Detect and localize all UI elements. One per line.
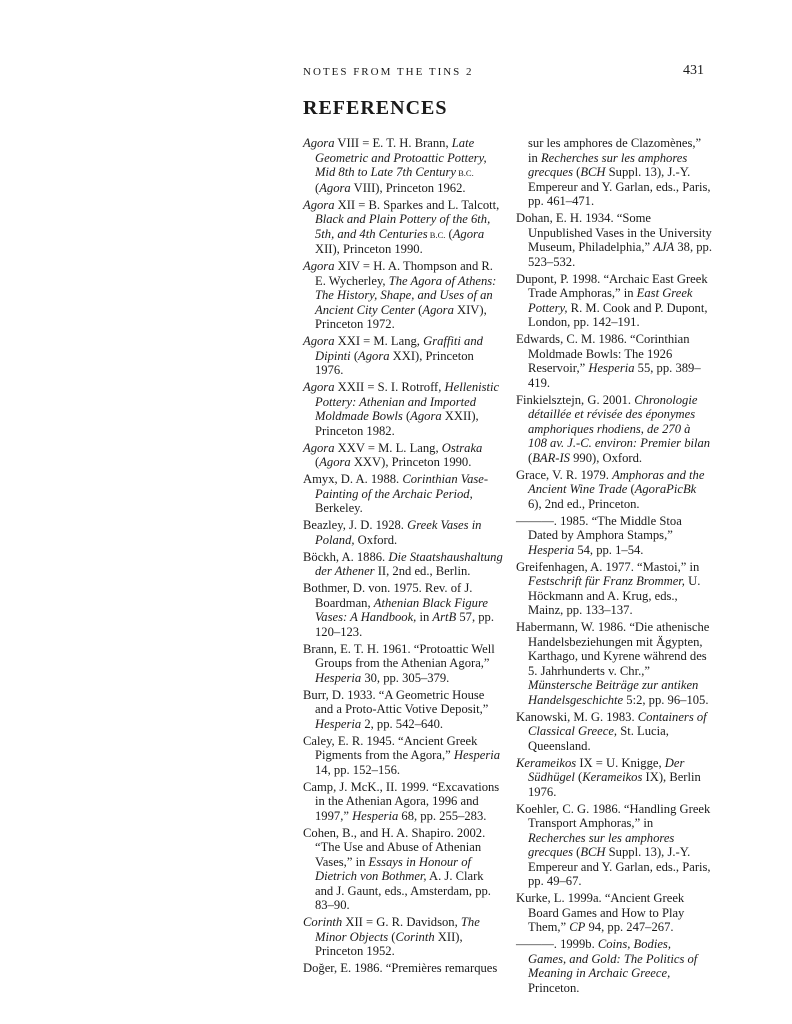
reference-text-segment: ( xyxy=(315,455,320,469)
reference-title-segment: Corinth xyxy=(303,915,343,929)
reference-text-segment: XXV = M. L. Lang, xyxy=(334,440,442,455)
reference-title-segment: Corinthian Vase-Painting of the Archaic Period, xyxy=(315,472,489,501)
reference-text-segment: Cohen, B., and H. A. Shapiro. 2002. “The Use and Abuse of Athenian Vases,” in xyxy=(303,825,486,869)
reference-text-segment: XXI = M. Lang, xyxy=(334,334,424,348)
reference-title-segment: BCH xyxy=(580,845,606,859)
reference-entry xyxy=(516,756,712,800)
reference-title-segment: Hesperia xyxy=(528,542,575,557)
reference-title-segment: Der Südhügel xyxy=(528,755,685,784)
reference-title-segment: Ostraka xyxy=(441,440,483,455)
reference-text-segment: Finkielsztejn, G. 2001. xyxy=(516,392,635,407)
reference-title-segment: Corinth xyxy=(395,929,435,944)
reference-text-segment: 30, pp. 305–379. xyxy=(361,670,450,685)
reference-entry xyxy=(303,334,503,378)
reference-title-segment: CP xyxy=(569,920,586,934)
reference-title-segment: Amphoras and the Ancient Wine Trade xyxy=(528,467,705,496)
reference-entry xyxy=(303,581,503,639)
reference-text-segment: ———. 1985. “The Middle Stoa Dated by Amphora Stamps,” xyxy=(516,513,682,542)
reference-title-segment: Agora xyxy=(319,180,351,195)
reference-title-segment: Hesperia xyxy=(315,670,362,685)
reference-title-segment: Münstersche Beiträge zur antiken Handelsgeschichte xyxy=(528,678,699,707)
reference-text-segment: 94, pp. 247–267. xyxy=(585,920,674,934)
reference-text-segment: XIV = H. A. Thompson and R. E. Wycherley, xyxy=(315,259,493,288)
reference-title-segment: Hesperia xyxy=(315,716,362,731)
reference-entry xyxy=(516,937,712,995)
reference-text-segment: Caley, E. R. 1945. “Ancient Greek Pigments from the Agora,” xyxy=(303,733,478,762)
reference-text-segment: Habermann, W. 1986. “Die athenische Handelsbeziehungen mit Ägypten, Karthago, und Kyrene während des 5. Jahrhunderts v. Chr.,” xyxy=(516,620,710,678)
reference-title-segment: Greek Vases in Poland, xyxy=(315,518,482,547)
reference-text-segment: Böckh, A. 1886. xyxy=(303,549,389,564)
reference-entry xyxy=(516,710,712,754)
reference-entry xyxy=(516,620,712,707)
reference-title-segment: Agora xyxy=(410,409,442,423)
reference-text-segment: VIII = E. T. H. Brann, xyxy=(334,136,452,150)
reference-title-segment: Agora xyxy=(303,440,335,455)
reference-text-segment: ( xyxy=(573,845,581,859)
reference-text-segment: sur les amphores de Clazomènes,” in xyxy=(528,136,702,165)
reference-entry xyxy=(303,826,503,913)
reference-title-segment: AJA xyxy=(653,240,675,254)
reference-entry xyxy=(516,211,712,269)
reference-text-segment: Princeton. xyxy=(528,980,580,995)
reference-text-segment: R. M. Cook and P. Dupont, London, pp. 142–191. xyxy=(528,300,708,329)
reference-title-segment: Hesperia xyxy=(453,748,501,762)
reference-title-segment: Coins, Bodies, Games, and Gold: The Politics of Meaning in Archaic Greece, xyxy=(528,937,698,980)
reference-entry xyxy=(303,518,503,547)
reference-title-segment: Hellenistic Pottery: Athenian and Imported Moldmade Bowls xyxy=(315,380,500,423)
reference-title-segment: East Greek Pottery, xyxy=(528,286,693,315)
reference-text-segment: II, 2nd ed., Berlin. xyxy=(374,564,471,578)
reference-text-segment: XXI), Princeton 1976. xyxy=(315,348,474,377)
reference-text-segment: Kanowski, M. G. 1983. xyxy=(516,709,638,724)
reference-title-segment: Agora xyxy=(303,334,335,348)
reference-text-segment: Grace, V. R. 1979. xyxy=(516,467,613,482)
reference-title-segment: Late Geometric and Protoattic Pottery, Mid 8th to Late 7th Century xyxy=(315,136,487,179)
reference-entry xyxy=(303,915,503,959)
reference-text-segment: 57, pp. 120–123. xyxy=(315,610,494,639)
reference-title-segment: ArtB xyxy=(432,610,457,624)
reference-title-segment: Agora xyxy=(303,197,335,212)
reference-text-segment: ( xyxy=(388,929,396,944)
reference-title-segment: Recherches sur les amphores grecques xyxy=(528,150,688,179)
reference-entry xyxy=(303,441,503,470)
reference-text-segment: Bothmer, D. von. 1975. Rev. of J. Boardman, xyxy=(303,581,473,610)
reference-entry xyxy=(303,780,503,824)
reference-text-segment: Doğer, E. 1986. “Premières remarques xyxy=(303,961,498,975)
reference-text-segment: B.C. xyxy=(455,168,474,178)
reference-text-segment: ( xyxy=(402,409,411,423)
reference-text-segment: IX), Berlin 1976. xyxy=(528,770,701,799)
reference-title-segment: Graffiti and Dipinti xyxy=(315,334,483,363)
reference-text-segment: Suppl. 13), J.-Y. Empereur and Y. Garlan, eds., Paris, pp. 461–471. xyxy=(528,165,711,208)
reference-entry xyxy=(303,688,503,732)
reference-entry xyxy=(516,802,712,889)
reference-title-segment: Hesperia xyxy=(352,808,399,823)
reference-entry xyxy=(516,514,712,558)
reference-text-segment: 38, pp. 523–532. xyxy=(528,240,712,269)
reference-title-segment: Agora xyxy=(358,348,390,363)
reference-text-segment: ( xyxy=(528,450,533,465)
reference-entry xyxy=(516,560,712,618)
reference-text-segment: A. J. Clark and J. Gaunt, eds., Amsterdam, pp. 83–90. xyxy=(315,869,491,912)
reference-text-segment: Brann, E. T. H. 1961. “Protoattic Well Groups from the Athenian Agora,” xyxy=(303,641,495,670)
reference-entry xyxy=(303,380,503,438)
reference-entry xyxy=(516,136,712,209)
reference-text-segment: ( xyxy=(445,226,453,241)
reference-text-segment: XXV), Princeton 1990. xyxy=(350,455,472,469)
reference-text-segment: U. Höckmann and A. Krug, eds., Mainz, pp. 133–137. xyxy=(528,574,701,617)
reference-title-segment: The Agora of Athens: The History, Shape, and Uses of an Ancient City Center xyxy=(315,273,497,317)
references-left-column xyxy=(303,136,503,978)
reference-text-segment: Edwards, C. M. 1986. “Corinthian Moldmade Bowls: The 1926 Reservoir,” xyxy=(516,332,690,375)
reference-text-segment: ( xyxy=(574,770,583,784)
reference-text-segment: Suppl. 13), J.-Y. Empereur and Y. Garlan, eds., Paris, pp. 49–67. xyxy=(528,845,711,888)
reference-text-segment: Kurke, L. 1999a. “Ancient Greek Board Games and How to Play Them,” xyxy=(516,891,685,934)
reference-text-segment: Dohan, E. H. 1934. “Some Unpublished Vases in the University Museum, Philadelphia,” xyxy=(516,211,712,254)
reference-title-segment: Containers of Classical Greece, xyxy=(528,709,707,738)
reference-text-segment: 54, pp. 1–54. xyxy=(574,542,644,557)
reference-text-segment: 990), Oxford. xyxy=(569,450,643,465)
reference-text-segment: XII), Princeton 1990. xyxy=(315,242,423,256)
reference-title-segment: Agora xyxy=(422,302,454,317)
reference-text-segment: Berkeley. xyxy=(315,501,363,515)
reference-title-segment: Agora xyxy=(303,136,335,150)
reference-text-segment: Burr, D. 1933. “A Geometric House and a Proto-Attic Votive Deposit,” xyxy=(303,687,489,716)
reference-title-segment: The Minor Objects xyxy=(315,915,480,944)
reference-text-segment: XIV), Princeton 1972. xyxy=(315,302,487,331)
reference-entry xyxy=(516,393,712,466)
reference-entry xyxy=(516,272,712,330)
reference-title-segment: Festschrift für Franz Brommer, xyxy=(528,574,685,588)
reference-text-segment: XXII), Princeton 1982. xyxy=(315,409,479,438)
reference-title-segment: Essays in Honour of Dietrich von Bothmer, xyxy=(315,854,472,883)
reference-title-segment: Recherches sur les amphores grecques xyxy=(528,830,675,859)
reference-text-segment: 14, pp. 152–156. xyxy=(315,762,401,777)
reference-text-segment: IX = U. Knigge, xyxy=(576,755,665,770)
section-title: REFERENCES xyxy=(303,97,448,119)
reference-text-segment: 5:2, pp. 96–105. xyxy=(623,692,709,707)
reference-title-segment: BCH xyxy=(580,165,606,179)
running-head: NOTES FROM THE TINS 2 xyxy=(303,66,474,78)
reference-text-segment: ———. 1999b. xyxy=(516,937,598,951)
reference-title-segment: Athenian Black Figure Vases: A Handbook, xyxy=(315,595,489,624)
reference-entry xyxy=(303,472,503,516)
reference-title-segment: BAR-IS xyxy=(532,450,570,465)
reference-title-segment: Agora xyxy=(319,455,351,469)
reference-text-segment: 6), 2nd ed., Princeton. xyxy=(528,496,640,511)
reference-entry xyxy=(516,468,712,512)
reference-text-segment: Camp, J. McK., II. 1999. “Excavations in the Athenian Agora, 1996 and 1997,” xyxy=(303,779,500,823)
reference-text-segment: Koehler, C. G. 1986. “Handling Greek Transport Amphoras,” in xyxy=(516,801,711,830)
reference-text-segment: XXII = S. I. Rotroff, xyxy=(334,380,445,394)
reference-entry xyxy=(516,332,712,390)
reference-text-segment: ( xyxy=(573,165,581,179)
reference-title-segment: Agora xyxy=(303,380,335,394)
reference-text-segment: 55, pp. 389–419. xyxy=(528,361,701,390)
page-number: 431 xyxy=(683,63,704,78)
reference-entry xyxy=(303,259,503,332)
reference-text-segment: ( xyxy=(350,348,359,363)
reference-text-segment: VIII), Princeton 1962. xyxy=(350,180,466,195)
reference-title-segment: Agora xyxy=(303,259,335,273)
reference-text-segment: Oxford. xyxy=(354,532,398,547)
reference-text-segment: Beazley, J. D. 1928. xyxy=(303,518,408,532)
reference-entry xyxy=(303,642,503,686)
references-right-column xyxy=(516,136,712,998)
reference-title-segment: Die Staatshaushaltung der Athener xyxy=(315,549,503,578)
reference-title-segment: Black and Plain Pottery of the 6th, 5th, and 4th Centuries xyxy=(315,212,491,241)
reference-text-segment: ( xyxy=(415,302,423,317)
reference-text-segment: Greifenhagen, A. 1977. “Mastoi,” in xyxy=(516,559,700,574)
reference-title-segment: Kerameikos xyxy=(582,770,643,784)
reference-text-segment: XII = B. Sparkes and L. Talcott, xyxy=(334,197,500,212)
reference-title-segment: AgoraPicBk xyxy=(634,482,697,496)
reference-entry xyxy=(303,136,503,195)
reference-text-segment: XII), Princeton 1952. xyxy=(315,929,463,958)
reference-title-segment: Kerameikos xyxy=(516,755,577,770)
reference-entry xyxy=(303,550,503,579)
reference-entry xyxy=(303,198,503,257)
reference-text-segment: ( xyxy=(627,482,635,496)
reference-text-segment: B.C. xyxy=(427,229,446,240)
reference-text-segment: XII = G. R. Davidson, xyxy=(342,915,461,929)
reference-text-segment: Dupont, P. 1998. “Archaic East Greek Trade Amphoras,” in xyxy=(516,271,708,300)
reference-entry xyxy=(303,734,503,778)
reference-title-segment: Chronologie détaillée et révisée des éponymes amphoriques rhodiens, de 270 à 108 av. J.-C. environ: Premier bilan xyxy=(528,392,711,450)
reference-text-segment: 2, pp. 542–640. xyxy=(361,716,444,731)
reference-title-segment: Agora xyxy=(452,226,485,241)
reference-text-segment: 68, pp. 255–283. xyxy=(398,808,487,823)
reference-text-segment: St. Lucia, Queensland. xyxy=(528,724,669,753)
reference-text-segment: Amyx, D. A. 1988. xyxy=(303,472,403,486)
reference-text-segment: in xyxy=(416,610,433,624)
reference-title-segment: Hesperia xyxy=(588,361,635,375)
reference-entry xyxy=(516,891,712,935)
reference-text-segment: ( xyxy=(315,180,320,195)
reference-entry xyxy=(303,961,503,976)
